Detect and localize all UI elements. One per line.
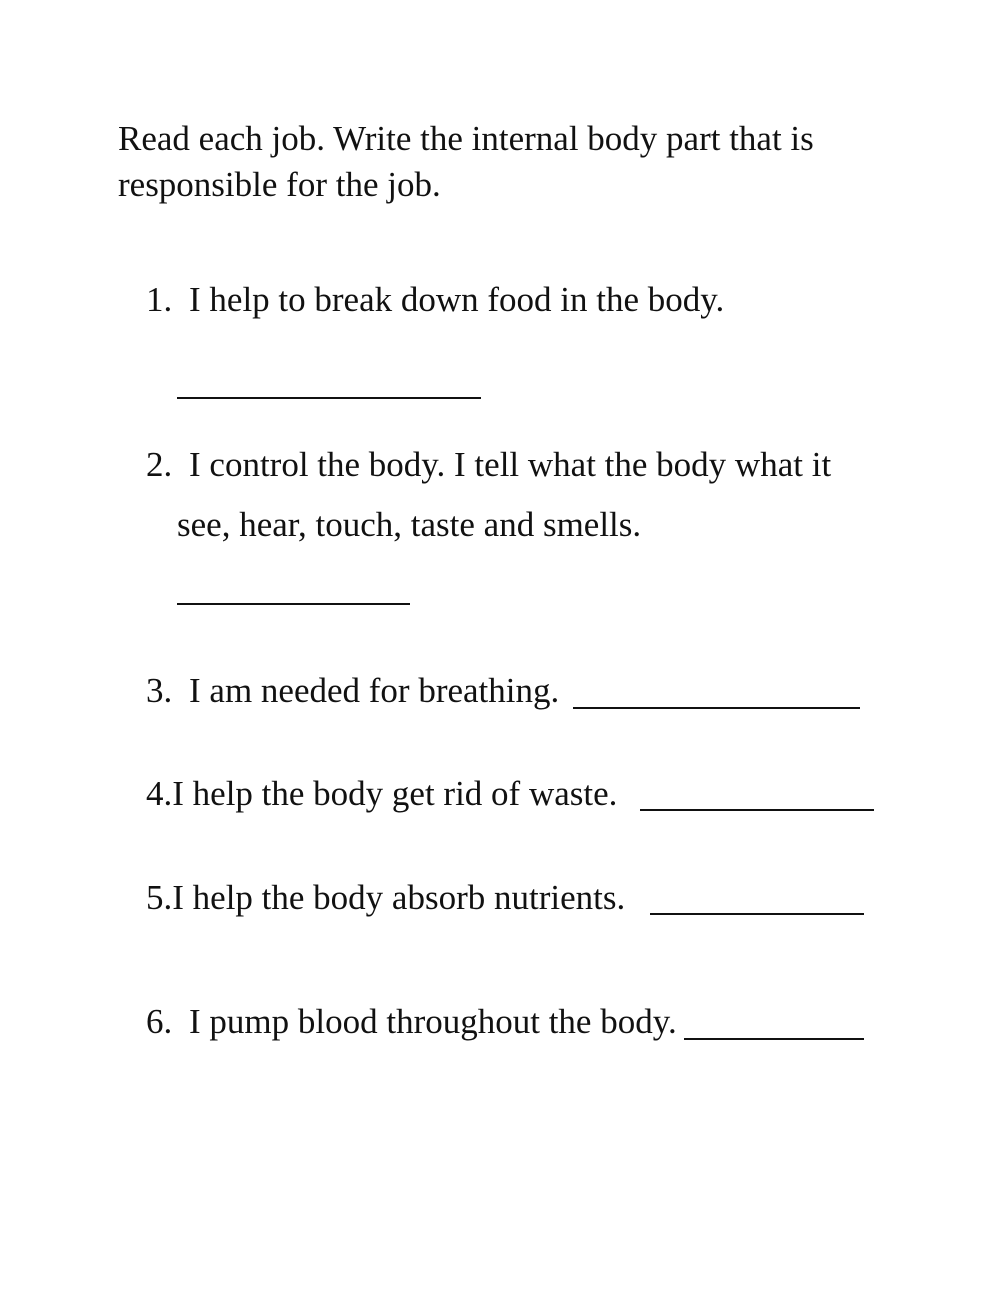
question-2-continued [177, 504, 641, 546]
answer-blank-1[interactable] [177, 397, 481, 399]
question-4-number: 4. [146, 774, 173, 813]
instructions-line-1: Read each job. Write the internal body part that is [118, 119, 814, 158]
question-2-text-line-2: see, hear, touch, taste and smells. [177, 505, 642, 544]
question-6-number: 6. [146, 1002, 173, 1041]
question-6-text: I pump blood throughout the body. [189, 1002, 677, 1041]
question-2-number: 2. [146, 445, 173, 484]
question-1 [146, 279, 724, 321]
instructions-line-2: responsible for the job. [118, 165, 441, 204]
question-5 [146, 877, 625, 919]
question-5-number: 5. [146, 878, 173, 917]
instructions [118, 116, 878, 208]
question-4 [146, 773, 617, 815]
answer-blank-6[interactable] [684, 1038, 864, 1040]
answer-blank-5[interactable] [650, 913, 864, 915]
answer-blank-3[interactable] [573, 707, 860, 709]
question-3-text: I am needed for breathing. [189, 671, 560, 710]
question-2 [146, 444, 831, 486]
answer-blank-2[interactable] [177, 603, 410, 605]
question-1-text: I help to break down food in the body. [189, 280, 725, 319]
question-5-text: I help the body absorb nutrients. [172, 878, 626, 917]
question-2-text-line-1: I control the body. I tell what the body what it [189, 445, 832, 484]
question-3-number: 3. [146, 671, 173, 710]
answer-blank-4[interactable] [640, 809, 874, 811]
question-3 [146, 670, 559, 712]
question-4-text: I help the body get rid of waste. [172, 774, 618, 813]
question-6 [146, 1001, 677, 1043]
question-1-number: 1. [146, 280, 173, 319]
